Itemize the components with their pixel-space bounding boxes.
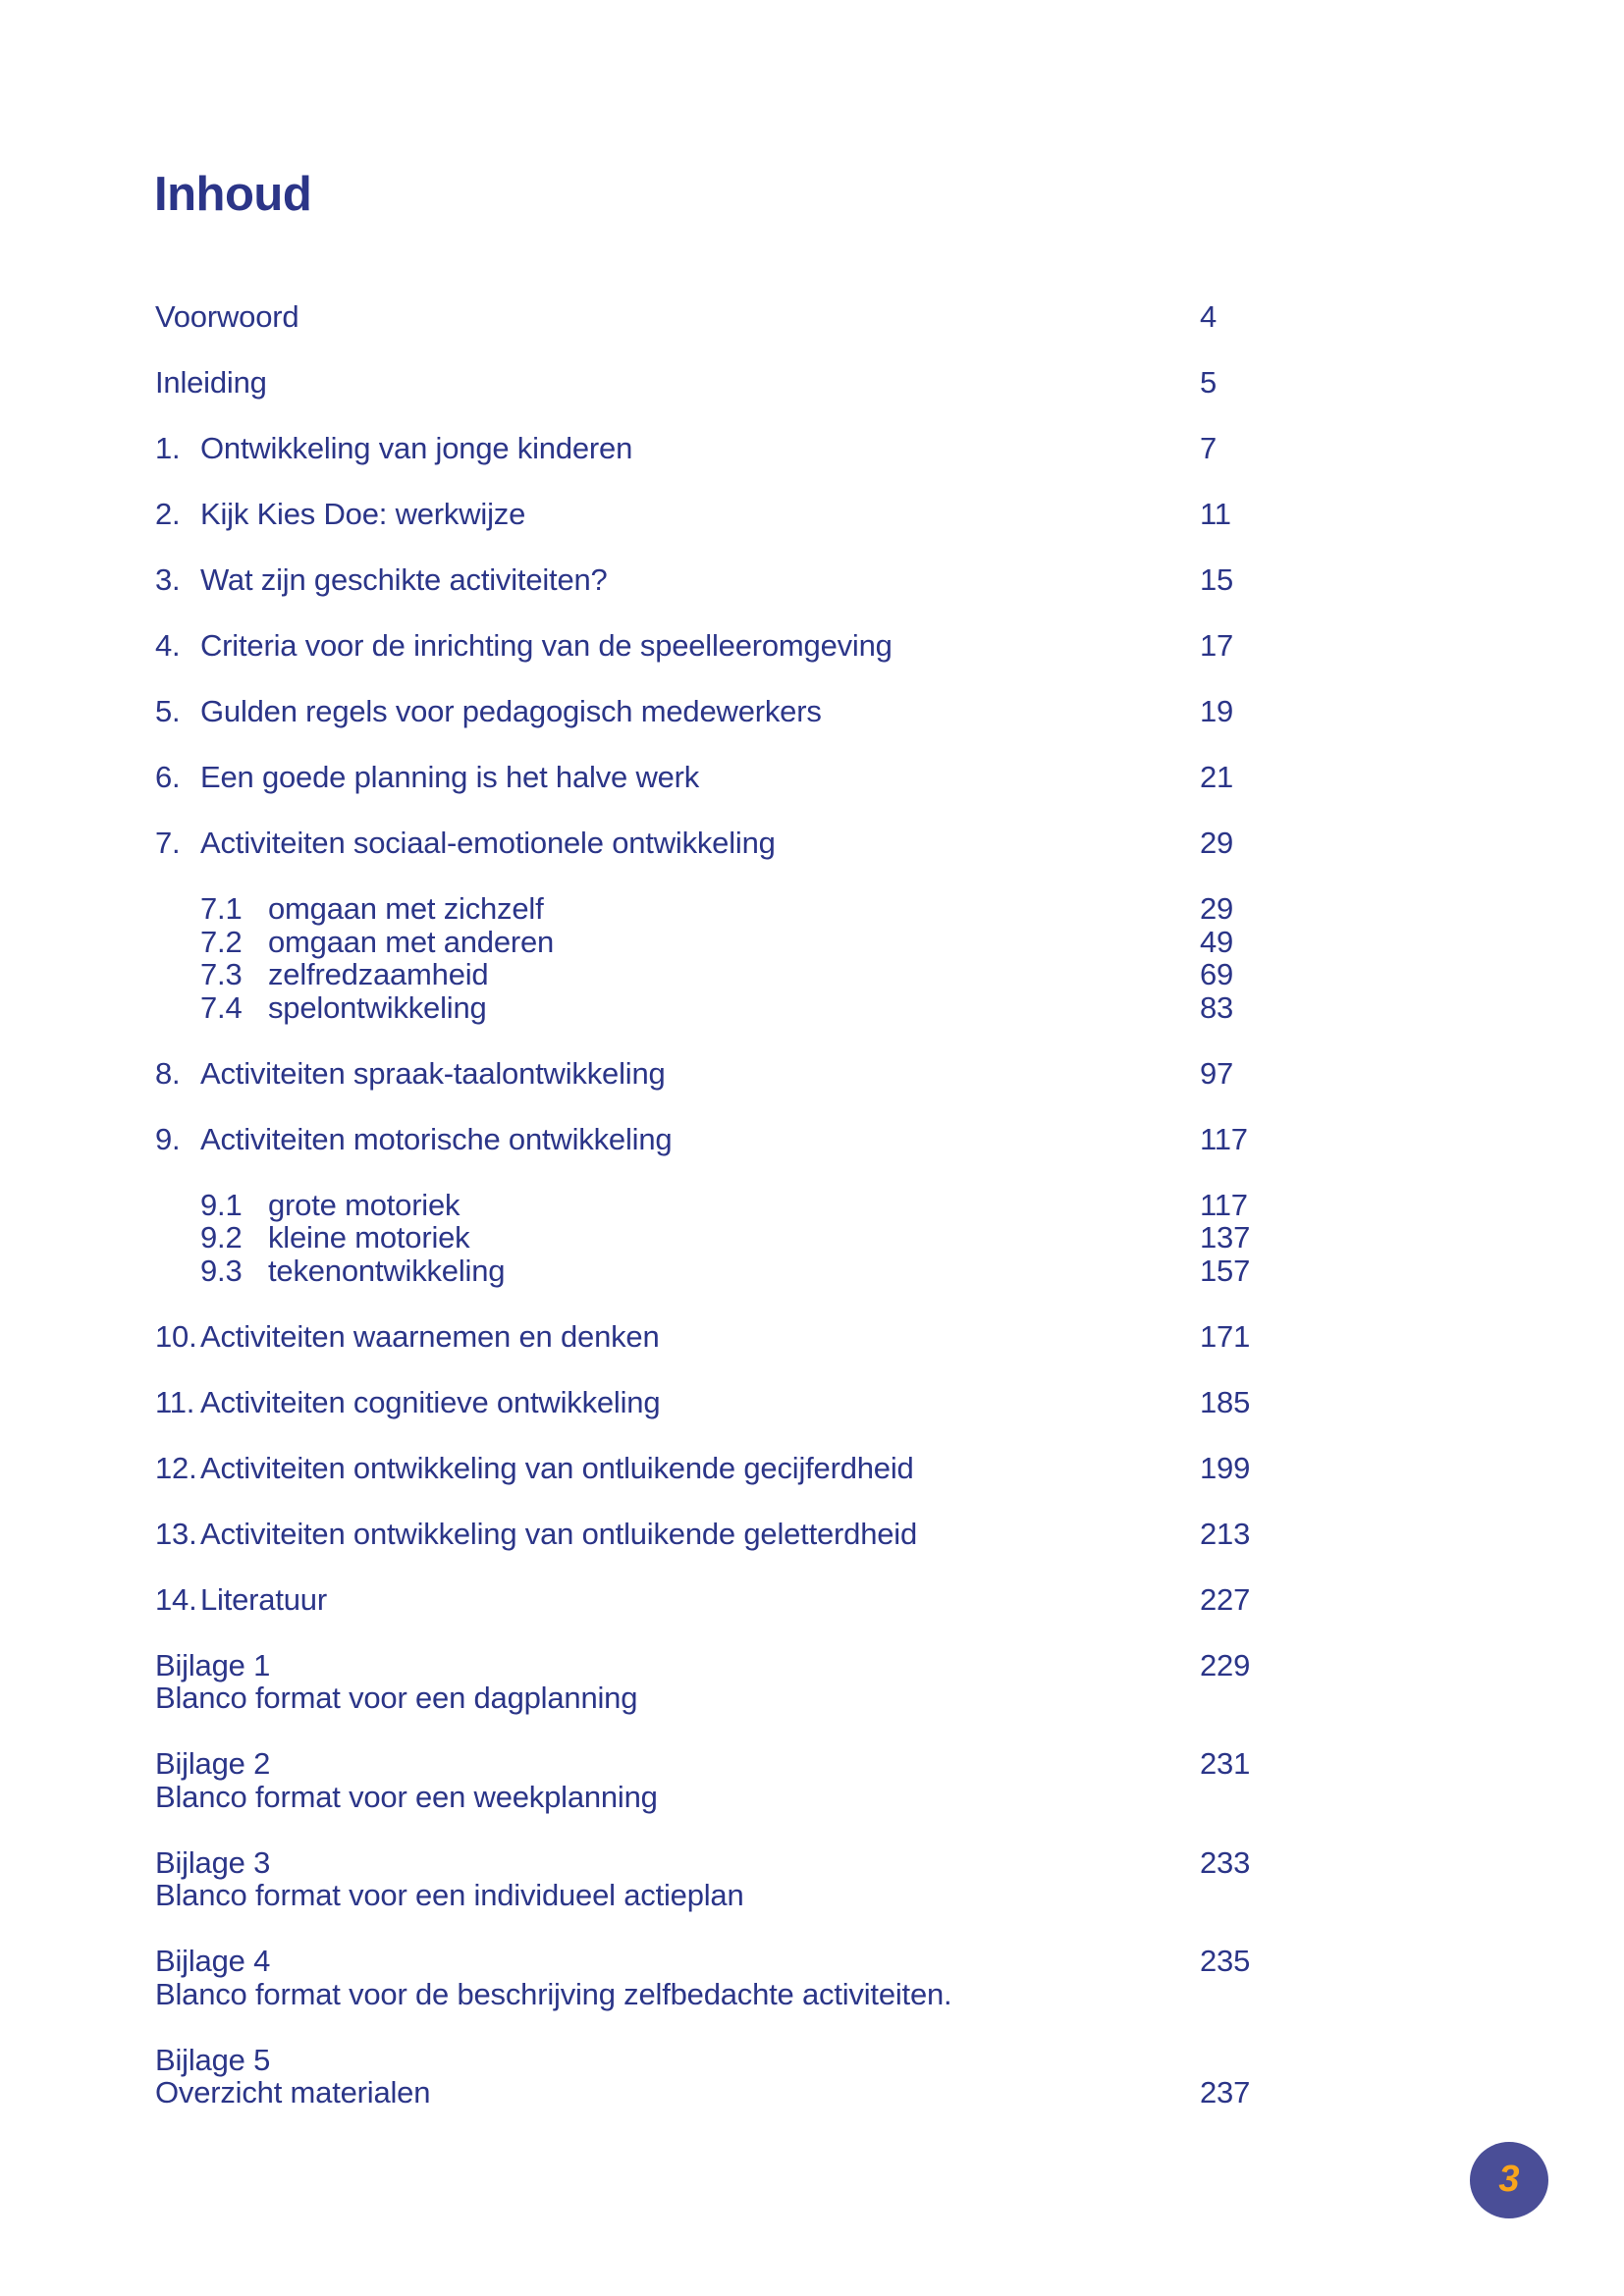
toc-entry-chapter [155,432,1392,465]
toc-entry-label: Bijlage 3 [155,1844,271,1880]
toc-entry-page: 233 [1200,1844,1251,1880]
toc-entry-label: Inleiding [155,365,267,400]
toc-entry-page: 199 [1200,1450,1251,1485]
toc-entry-chapter [155,1452,1392,1485]
toc-entry-label: Wat zijn geschikte activiteiten? [200,562,608,597]
toc-entry-number: 9.2 [200,1220,243,1255]
toc-entry-label: Activiteiten sociaal-emotionele ontwikkeling [200,826,776,860]
toc-entry-chapter [155,695,1392,728]
toc-entry-appendix-subtitle [155,1781,1392,1814]
toc-entry-chapter [155,761,1392,794]
toc-entry-page: 137 [1200,1220,1251,1255]
toc-entry-chapter [155,1518,1392,1551]
toc-entry-page: 11 [1200,497,1231,531]
toc-entry-number: 13. [155,1516,197,1551]
toc-entry-page: 237 [1200,2075,1251,2109]
toc-entry-page: 19 [1200,694,1234,728]
toc-entry-label: omgaan met anderen [268,924,555,959]
toc-entry-label: kleine motoriek [268,1220,470,1255]
toc-entry-label: zelfredzaamheid [268,957,489,991]
toc-entry-chapter [155,563,1392,597]
toc-entry-subchapter [200,991,1392,1025]
toc-entry-page: 185 [1200,1384,1251,1419]
toc-entry-chapter [155,498,1392,531]
toc-entry-page: 29 [1200,891,1234,926]
toc-entry-page: 213 [1200,1516,1251,1551]
toc-entry-label: Ontwikkeling van jonge kinderen [200,431,633,465]
toc-entry-label: Activiteiten ontwikkeling van ontluikende gecijferdheid [200,1450,914,1485]
toc-entry-label: Blanco format voor een individueel actieplan [155,1878,744,1912]
toc-entry-label: omgaan met zichzelf [268,891,544,926]
toc-entry-chapter [155,1057,1392,1091]
toc-entry-subchapter [200,892,1392,926]
toc-entry-page: 7 [1200,431,1218,465]
toc-entry-label: Blanco format voor de beschrijving zelfbedachte activiteiten. [155,1976,952,2011]
toc-entry-subchapter [200,958,1392,991]
toc-entry-label: Activiteiten motorische ontwikkeling [200,1121,673,1156]
toc-entry-page: 229 [1200,1647,1251,1682]
toc-entry-appendix-subtitle [155,1682,1392,1715]
toc-entry-page: 97 [1200,1055,1234,1091]
toc-entry-chapter [155,1583,1392,1617]
toc-entry-page: 15 [1200,562,1234,597]
toc-entry-page: 5 [1200,365,1218,400]
toc-entry-page: 231 [1200,1746,1251,1781]
toc-entry-number: 9.1 [200,1187,243,1222]
toc-entry-chapter [155,1320,1392,1354]
toc-entry-label: Activiteiten waarnemen en denken [200,1318,660,1354]
toc-entry-number: 7.2 [200,924,243,959]
toc-entry-appendix-subtitle [155,2076,1392,2109]
toc-sublist [200,892,1392,1024]
toc-entry-label: Literatuur [200,1581,327,1617]
toc-entry-label: Activiteiten cognitieve ontwikkeling [200,1384,661,1419]
toc-entry-page: 83 [1200,989,1234,1025]
toc-entry-chapter [155,1123,1392,1156]
toc-entry-page: 29 [1200,826,1234,860]
toc-entry-number: 7.4 [200,989,243,1025]
toc-entry-label: Activiteiten spraak-taalontwikkeling [200,1055,666,1091]
toc-entry-appendix-subtitle [155,1879,1392,1912]
toc-entry-page: 117 [1200,1187,1248,1222]
toc-entry-number: 14. [155,1581,197,1617]
toc-entry-number: 9. [155,1121,181,1156]
toc-entry-number: 3. [155,562,181,597]
toc-entry-page: 4 [1200,299,1218,334]
toc-list [155,300,1392,2109]
toc-entry-page: 17 [1200,628,1234,663]
toc-sublist [200,1189,1392,1288]
toc-entry-label: Bijlage 2 [155,1746,271,1781]
toc-entry-front [155,366,1392,400]
toc-entry-appendix-title [155,1747,1392,1781]
toc-entry-number: 2. [155,497,181,531]
toc-entry-label: Kijk Kies Doe: werkwijze [200,497,526,531]
toc-entry-label: Voorwoord [155,299,299,334]
toc-entry-page: 21 [1200,760,1234,794]
toc-entry-page: 157 [1200,1253,1251,1288]
toc-entry-label: Bijlage 1 [155,1647,271,1682]
toc-entry-number: 9.3 [200,1253,243,1288]
toc-entry-label: grote motoriek [268,1187,460,1222]
toc-entry-page: 69 [1200,957,1234,991]
toc-entry-number: 8. [155,1055,181,1091]
toc-entry-number: 12. [155,1450,197,1485]
toc-entry-chapter [155,629,1392,663]
toc-entry-appendix-title [155,2044,1392,2077]
toc-entry-subchapter [200,1189,1392,1222]
toc-entry-label: Gulden regels voor pedagogisch medewerkers [200,694,822,728]
toc-entry-chapter [155,1386,1392,1419]
toc-entry-label: Criteria voor de inrichting van de speelleeromgeving [200,628,893,663]
page-title: Inhoud [154,168,312,221]
toc-entry-appendix-title [155,1649,1392,1682]
toc-entry-number: 5. [155,694,181,728]
toc-entry-subchapter [200,926,1392,959]
toc-entry-subchapter [200,1221,1392,1255]
page-number-badge-text: 3 [1498,2158,1520,2200]
toc-entry-subchapter [200,1255,1392,1288]
toc-entry-page: 227 [1200,1581,1251,1617]
toc-entry-label: spelontwikkeling [268,989,487,1025]
toc-entry-front [155,300,1392,334]
toc-entry-number: 6. [155,760,181,794]
toc-entry-appendix-title [155,1846,1392,1880]
toc-entry-number: 1. [155,431,181,465]
toc-entry-label: Een goede planning is het halve werk [200,760,700,794]
toc-entry-label: Overzicht materialen [155,2075,431,2109]
toc-entry-number: 7.1 [200,891,243,926]
toc-entry-number: 7. [155,826,181,860]
toc-entry-page: 117 [1200,1121,1248,1156]
toc-entry-label: Activiteiten ontwikkeling van ontluikende geletterdheid [200,1516,918,1551]
toc-entry-page: 235 [1200,1944,1251,1978]
toc-entry-number: 11. [155,1384,195,1419]
toc-entry-label: Blanco format voor een dagplanning [155,1681,638,1715]
toc-entry-page: 171 [1200,1318,1251,1354]
toc-entry-label: tekenontwikkeling [268,1253,506,1288]
toc-entry-appendix-subtitle [155,1978,1392,2011]
toc-entry-label: Bijlage 5 [155,2042,271,2077]
toc-entry-number: 4. [155,628,181,663]
page-number-badge [1470,2142,1548,2218]
toc-entry-page: 49 [1200,924,1234,959]
toc-entry-number: 7.3 [200,957,243,991]
toc-entry-appendix-title [155,1945,1392,1978]
toc-entry-label: Bijlage 4 [155,1944,271,1978]
toc-entry-number: 10. [155,1318,197,1354]
toc-entry-label: Blanco format voor een weekplanning [155,1779,658,1814]
toc-entry-chapter [155,827,1392,860]
